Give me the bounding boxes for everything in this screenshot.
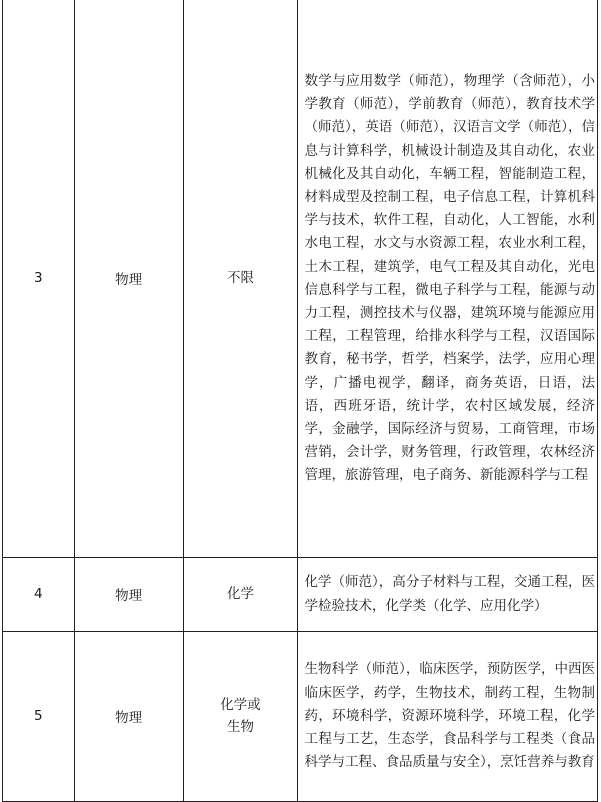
- primary-subject: 物理: [74, 0, 183, 557]
- subject-requirement: [183, 0, 298, 557]
- primary-subject: 物理: [74, 631, 183, 801]
- requirement-line: 生物: [227, 719, 255, 735]
- row-number: 5: [3, 631, 75, 801]
- subject-requirement: [183, 631, 298, 801]
- majors-list: 数学与应用数学（师范），物理学（含师范），小学教育（师范），学前教育（师范），教育技术学（师范），英语（师范），汉语言文学（师范），信息与计算科学，机械设计制造及其自动化，农业机械化及其自动化，车辆工程，智能制造工程，材料成型及控制工程，电子信息工程，计算机科学与技术，软件工程，自动化，人工智能，水利水电工程，水文与水资源工程，农业水利工程，土木工程，建筑学，电气工程及其自动化，光电信息科学与工程，微电子科学与工程，能源与动力工程，测控技术与仪器，建筑环境与能源应用工程，工程管理，给排水科学与工程，汉语国际教育，秘书学，哲学，档案学，法学，应用心理学，广播电视学，翻译，商务英语，日语，法语，西班牙语，统计学，农村区域发展，经济学，金融学，国际经济与贸易，工商管理，市场营销，会计学，财务管理，行政管理，农林经济管理，旅游管理，电子商务、新能源科学与工程: [298, 0, 598, 557]
- admission-table: [2, 0, 598, 802]
- majors-list: 化学（师范），高分子材料与工程，交通工程，医学检验技术，化学类（化学、应用化学）: [298, 557, 598, 631]
- table-row: [3, 557, 598, 631]
- row-number: 3: [3, 0, 75, 557]
- requirement-line: 化学: [227, 586, 255, 602]
- requirement-line: 不限: [227, 270, 255, 287]
- primary-subject: 物理: [74, 557, 183, 631]
- requirement-line: 化学或: [220, 697, 261, 713]
- table-row: [3, 631, 598, 801]
- majors-list: 生物科学（师范），临床医学，预防医学，中西医临床医学，药学，生物技术，制药工程，生物制药，环境科学，资源环境科学，环境工程，化学工程与工艺，生态学，食品科学与工程类（食品科学与工程、食品质量与安全），烹饪营养与教育: [298, 631, 598, 801]
- row-number: 4: [3, 557, 75, 631]
- subject-requirement: [183, 557, 298, 631]
- table-row: [3, 0, 598, 557]
